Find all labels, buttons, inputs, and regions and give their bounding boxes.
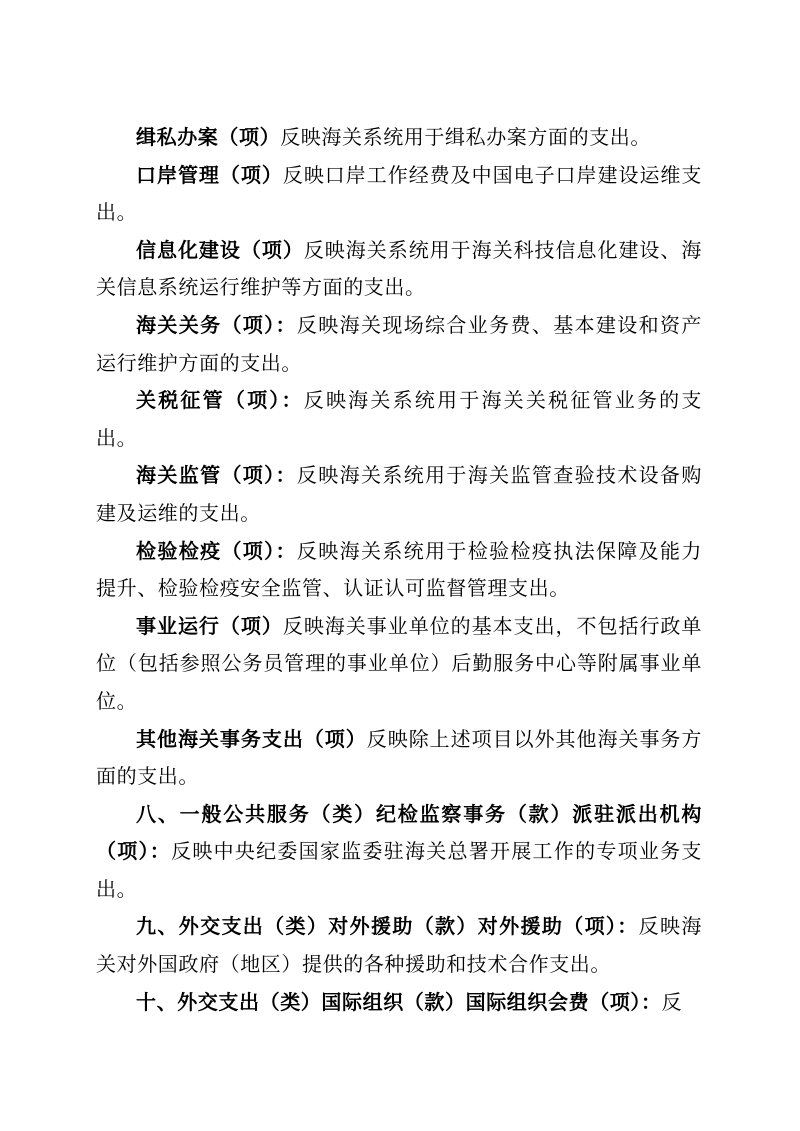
- item-description: 反映口岸工作经费及中国电子口岸建设运维支出。: [96, 162, 703, 225]
- item-term: 信息化建设（项）: [136, 237, 304, 262]
- paragraph-port-management: [96, 157, 702, 232]
- item-description: 反映海关现场综合业务费、基本建设和资产运行维护方面的支出。: [96, 312, 702, 375]
- item-description: 反映海关系统用于海关关税征管业务的支出。: [96, 388, 702, 450]
- item-description: 反映海关事业单位的基本支出，不包括行政单位（包括参照公务员管理的事业单位）后勤服务中心等附属事业单位。: [96, 613, 703, 713]
- paragraph-institution-operation: [96, 608, 702, 721]
- item-term: 口岸管理（项）: [136, 162, 283, 187]
- section-heading: 八、一般公共服务（类）纪检监察事务（款）派驻派出机构（项）：: [96, 801, 702, 864]
- item-term: 检验检疫（项）：: [136, 538, 297, 563]
- paragraph-section-ten: [96, 984, 702, 1022]
- paragraph-inspection-quarantine: [96, 533, 702, 608]
- item-description: 反映海关系统用于缉私办案方面的支出。: [280, 125, 652, 149]
- paragraph-section-nine: [96, 908, 702, 983]
- item-term: 事业运行（项）: [136, 613, 283, 638]
- item-term: 其他海关事务支出（项）: [136, 726, 367, 751]
- paragraph-customs-affairs: [96, 307, 702, 382]
- section-heading: 十、外交支出（类）国际组织（款）国际组织会费（项）：: [136, 989, 662, 1014]
- item-description: 反: [661, 989, 683, 1014]
- paragraph-section-eight: [96, 796, 702, 909]
- item-description: 反映海关系统用于海关科技信息化建设、海关信息系统运行维护等方面的支出。: [96, 237, 702, 300]
- item-term: 关税征管（项）：: [136, 388, 304, 413]
- item-term: 缉私办案（项）: [136, 125, 281, 149]
- paragraph-tariff-collection: [96, 382, 702, 457]
- item-description: 反映中央纪委国家监委驻海关总署开展工作的专项业务支出。: [96, 839, 702, 901]
- document-body: [96, 119, 702, 1021]
- paragraph-informatization: [96, 232, 702, 307]
- item-description: 反映除上述项目以外其他海关事务方面的支出。: [96, 726, 702, 789]
- item-description: 反映海关系统用于海关监管查验技术设备购建及运维的支出。: [96, 463, 702, 525]
- section-heading: 九、外交支出（类）对外援助（款）对外援助（项）：: [136, 914, 639, 939]
- paragraph-customs-supervision: [96, 457, 702, 532]
- item-term: 海关关务（项）：: [136, 312, 297, 337]
- item-term: 海关监管（项）：: [136, 463, 297, 488]
- paragraph-other-customs-expenses: [96, 721, 702, 796]
- item-description: 反映海关对外国政府（地区）提供的各种援助和技术合作支出。: [96, 914, 702, 977]
- item-description: 反映海关系统用于检验检疫执法保障及能力提升、检验检疫安全监管、认证认可监督管理支出。: [96, 538, 702, 601]
- paragraph-smuggling-cases: [96, 119, 702, 157]
